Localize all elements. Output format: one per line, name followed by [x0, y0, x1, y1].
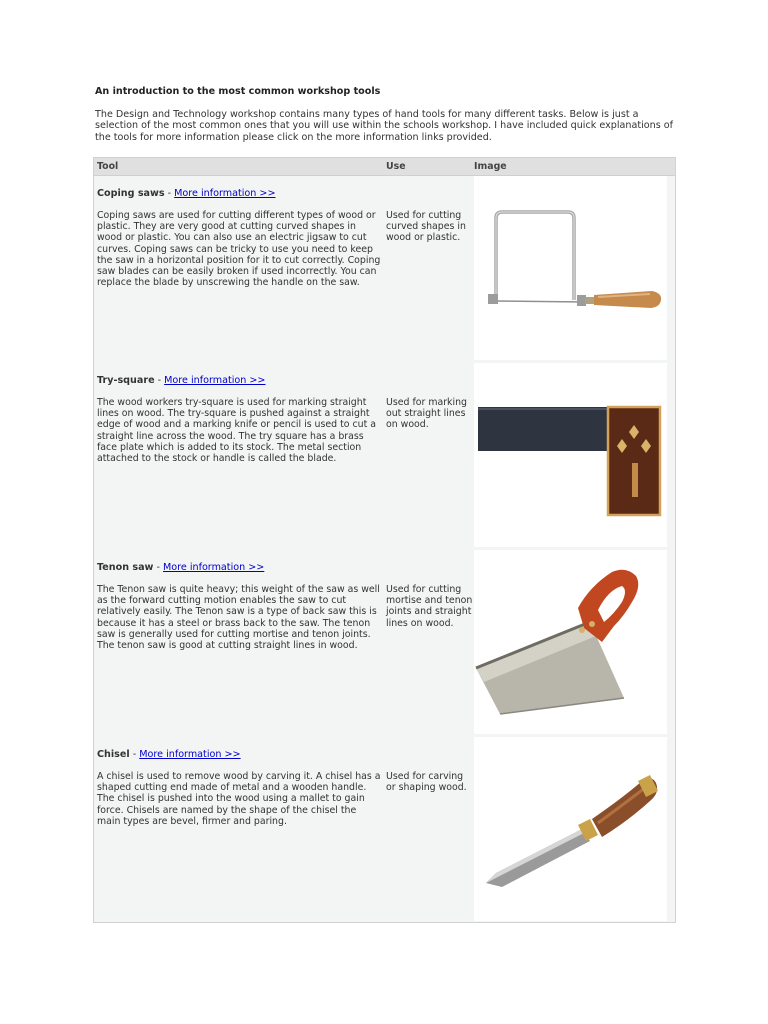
- tool-use: Used for carving or shaping wood.: [386, 771, 467, 794]
- tool-use: Used for cutting curved shapes in wood or plastic.: [386, 210, 466, 244]
- tool-name: Coping saws: [97, 188, 165, 199]
- separator: -: [153, 562, 163, 573]
- tool-heading: [97, 749, 241, 760]
- try-square-image: [474, 363, 667, 547]
- more-information-link[interactable]: More information >>: [164, 375, 266, 386]
- tool-description: The wood workers try-square is used for marking straight lines on wood. The try-square is pushed against a straight edge of wood and a marking knife or pencil is used to cut a straight line across the wood. The try square has a brass face plate which is added to its stock. The metal section attached to the stock or handle is called the blade.: [97, 397, 376, 465]
- tenon-saw-image: [474, 550, 667, 734]
- tool-name: Chisel: [97, 749, 130, 760]
- header-image: Image: [474, 161, 507, 172]
- intro-paragraph: The Design and Technology workshop contains many types of hand tools for many different tasks. Below is just a selection of the most common ones that you will use within the schools workshop. I have included quick explanations of the tools for more information please click on the more information links provided.: [95, 109, 674, 143]
- header-use: Use: [386, 161, 406, 172]
- tools-table: [93, 157, 676, 923]
- table-row: [94, 363, 675, 548]
- chisel-image: [474, 737, 667, 921]
- coping-saw-image: [474, 176, 667, 360]
- more-information-link[interactable]: More information >>: [162, 562, 265, 573]
- table-header: [94, 158, 675, 176]
- table-row: [94, 550, 675, 735]
- tool-name: Try-square: [97, 375, 155, 386]
- tool-heading: [97, 375, 265, 386]
- page-title: An introduction to the most common workshop tools: [95, 86, 381, 97]
- tool-heading: [97, 188, 276, 199]
- tool-name: Tenon saw: [97, 562, 154, 573]
- table-row: [94, 737, 675, 922]
- tool-use: Used for cutting mortise and tenon joints and straight lines on wood.: [386, 584, 473, 629]
- table-row: [94, 176, 675, 361]
- more-information-link[interactable]: More information >>: [174, 188, 276, 199]
- separator: -: [154, 375, 165, 386]
- separator: -: [129, 749, 140, 760]
- tool-description: A chisel is used to remove wood by carving it. A chisel has a shaped cutting end made of metal and a wooden handle. The chisel is pushed into the wood using a mallet to gain force. Chisels are named by the shape of the chisel the main types are bevel, firmer and paring.: [97, 771, 381, 827]
- header-tool: Tool: [97, 161, 119, 172]
- more-information-link[interactable]: More information >>: [139, 749, 241, 760]
- tool-description: The Tenon saw is quite heavy; this weight of the saw as well as the forward cutting motion enables the saw to cut relatively easily. The Tenon saw is a type of back saw this is because it has a steel or brass back to the saw. The tenon saw is generally used for cutting mortise and tenon joints. The tenon saw is good at cutting straight lines in wood.: [97, 584, 380, 652]
- tool-heading: [97, 562, 264, 573]
- tool-use: Used for marking out straight lines on wood.: [386, 397, 467, 431]
- separator: -: [164, 188, 175, 199]
- tool-description: Coping saws are used for cutting different types of wood or plastic. They are very good at cutting curved shapes in wood or plastic. You can also use an electric jigsaw to cut curves. Coping saws can be tricky to use you need to keep the saw in a horizontal position for it to cut correctly. Coping saw blades can be easily broken if used incorrectly. You can replace the blade by unscrewing the handle on the saw.: [97, 210, 381, 289]
